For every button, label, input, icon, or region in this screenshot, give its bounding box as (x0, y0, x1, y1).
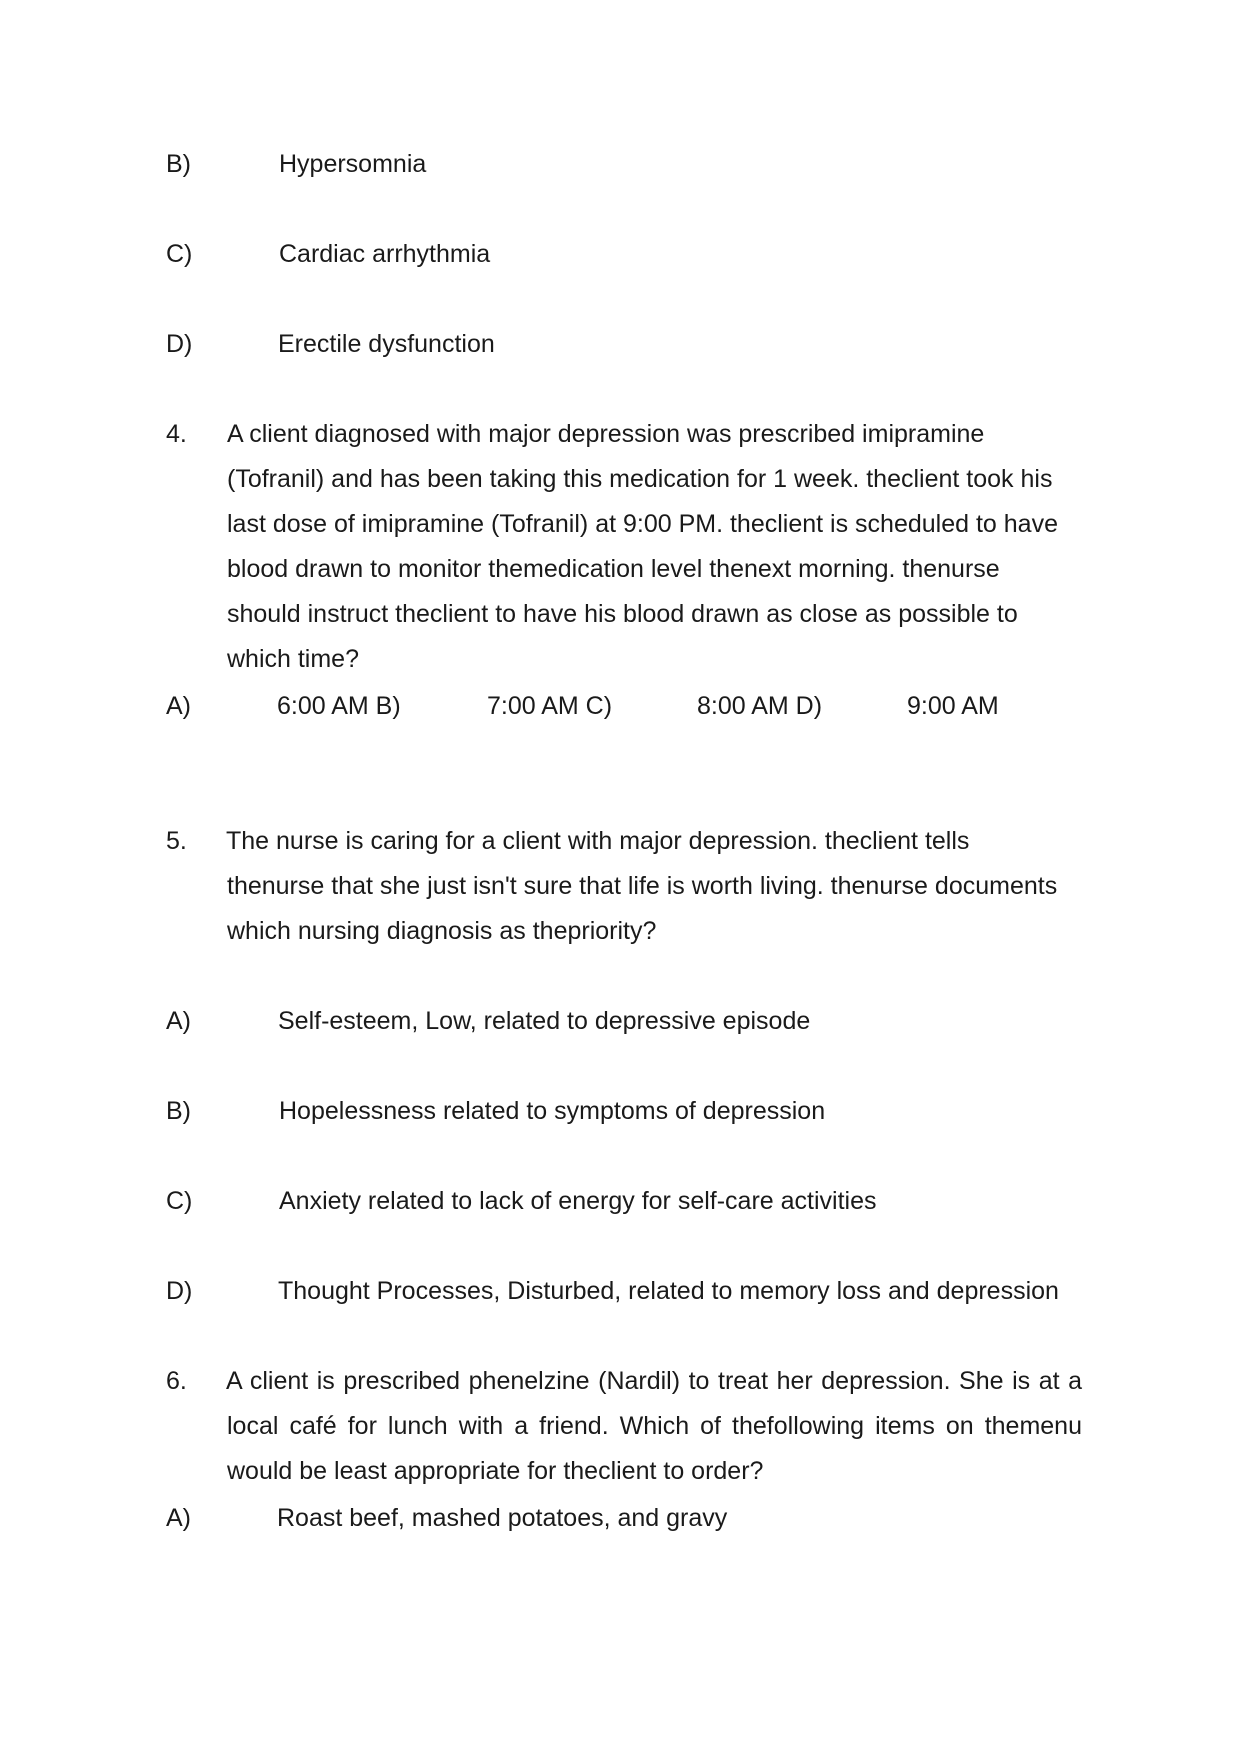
question-text-line: which time? (227, 645, 359, 673)
inline-option: 9:00 AM (907, 692, 999, 720)
question-text-line: local café for lunch with a friend. Which of thefollowing items on themenu (227, 1412, 1082, 1440)
option-text: Hopelessness related to symptoms of depression (279, 1097, 826, 1125)
question-text-line: blood drawn to monitor themedication level thenext morning. thenurse (227, 555, 1000, 583)
option-label: A) (166, 1007, 191, 1035)
question-text-line: The nurse is caring for a client with major depression. theclient tells (226, 827, 970, 855)
option-label: C) (166, 240, 193, 268)
question-text-line: A client diagnosed with major depression was prescribed imipramine (227, 420, 985, 448)
question-text-line: would be least appropriate for theclient to order? (227, 1457, 764, 1485)
inline-option: 8:00 AM D) (697, 692, 823, 720)
option-label: B) (166, 1097, 191, 1125)
option-label: B) (166, 150, 191, 178)
question-text-line: which nursing diagnosis as thepriority? (227, 917, 657, 945)
option-text: Roast beef, mashed potatoes, and gravy (277, 1504, 728, 1532)
option-label: A) (166, 692, 191, 720)
question-number: 5. (166, 827, 187, 855)
question-text-line: last dose of imipramine (Tofranil) at 9:00 PM. theclient is scheduled to have (227, 510, 1058, 538)
question-text-line: (Tofranil) and has been taking this medication for 1 week. theclient took his (227, 465, 1053, 493)
option-text: Erectile dysfunction (278, 330, 495, 358)
option-text: Anxiety related to lack of energy for self-care activities (279, 1187, 877, 1215)
option-text: Cardiac arrhythmia (279, 240, 491, 268)
option-label: C) (166, 1187, 193, 1215)
question-number: 4. (166, 420, 187, 448)
option-label: D) (166, 330, 193, 358)
question-text-line: A client is prescribed phenelzine (Nardil) to treat her depression. She is at a (226, 1367, 1082, 1395)
question-number: 6. (166, 1367, 187, 1395)
option-label: D) (166, 1277, 193, 1305)
inline-option: 6:00 AM B) (277, 692, 401, 720)
inline-option: 7:00 AM C) (487, 692, 613, 720)
question-text-line: should instruct theclient to have his blood drawn as close as possible to (227, 600, 1018, 628)
option-text: Self-esteem, Low, related to depressive episode (278, 1007, 811, 1035)
option-text: Hypersomnia (279, 150, 427, 178)
question-text-line: thenurse that she just isn't sure that life is worth living. thenurse documents (227, 872, 1058, 900)
option-label: A) (166, 1504, 191, 1532)
option-text: Thought Processes, Disturbed, related to memory loss and depression (278, 1277, 1059, 1305)
